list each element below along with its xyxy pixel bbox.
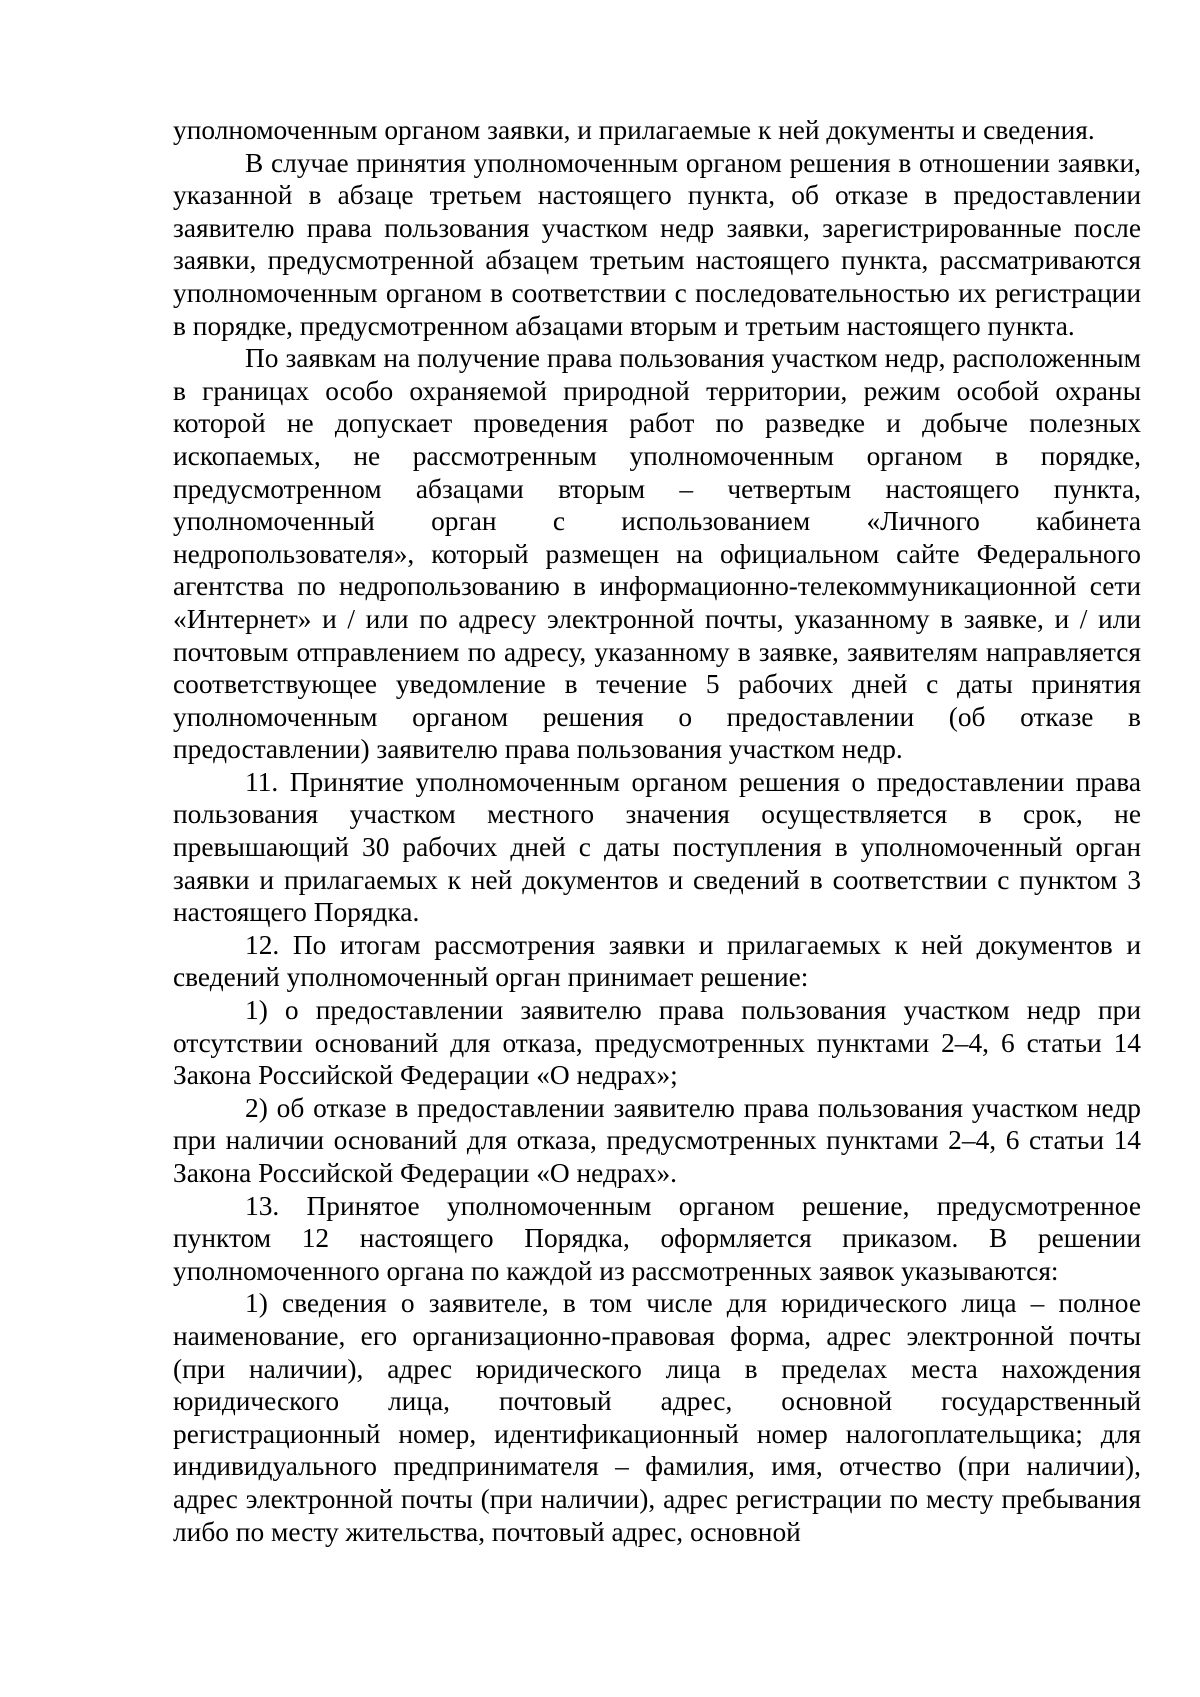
paragraph-continuation: уполномоченным органом заявки, и прилагаемые к ней документы и сведения. (173, 115, 1095, 145)
paragraph-protected-territory: По заявкам на получение права пользования участком недр, расположенным в границах особо охраняемой природной территории, режим особой охраны которой не допускает проведения работ по разведке и добыче полезных ископаемых, не рассмотренным уполномоченным органом в порядке, предусмотренном абзацами вторым – четвертым настоящего пункта, уполномоченный орган с использованием «Личного кабинета недропользователя», который размещен на официальном сайте Федерального агентства по недропользованию в информационно-телекоммуникационной сети «Интернет» и / или по адресу электронной почты, указанному в заявке, и / или почтовым отправлением по адресу, указанному в заявке, заявителям направляется соответствующее уведомление в течение 5 рабочих дней с даты принятия уполномоченным органом решения о предоставлении (об отказе в предоставлении) заявителю права пользования участком недр. (173, 343, 1141, 765)
document-body (173, 114, 1141, 1548)
paragraph-item-12-1: 1) о предоставлении заявителю права пользования участком недр при отсутствии оснований для отказа, предусмотренных пунктами 2–4, 6 статьи 14 Закона Российской Федерации «О недрах»; (173, 995, 1141, 1091)
paragraph-item-13: 13. Принятое уполномоченным органом решение, предусмотренное пунктом 12 настоящего Порядка, оформляется приказом. В решении уполномоченного органа по каждой из рассмотренных заявок указываются: (173, 1190, 1141, 1286)
paragraph-item-13-1: 1) сведения о заявителе, в том числе для юридического лица – полное наименование, его организационно-правовая форма, адрес электронной почты (при наличии), адрес юридического лица в пределах места нахождения юридического лица, почтовый адрес, основной государственный регистрационный номер, идентификационный номер налогоплательщика; для индивидуального предпринимателя – фамилия, имя, отчество (при наличии), адрес электронной почты (при наличии), адрес регистрации по месту пребывания либо по месту жительства, почтовый адрес, основной (173, 1288, 1141, 1547)
paragraph-item-12-2: 2) об отказе в предоставлении заявителю права пользования участком недр при наличии оснований для отказа, предусмотренных пунктами 2–4, 6 статьи 14 Закона Российской Федерации «О недрах». (173, 1092, 1141, 1188)
paragraph-refusal-case: В случае принятия уполномоченным органом решения в отношении заявки, указанной в абзаце третьем настоящего пункта, об отказе в предоставлении заявителю права пользования участком недр заявки, зарегистрированные после заявки, предусмотренной абзацем третьим настоящего пункта, рассматриваются уполномоченным органом в соответствии с последовательностью их регистрации в порядке, предусмотренном абзацами вторым и третьим настоящего пункта. (173, 147, 1141, 341)
paragraph-item-12: 12. По итогам рассмотрения заявки и прилагаемых к ней документов и сведений уполномоченный орган принимает решение: (173, 929, 1141, 993)
paragraph-item-11: 11. Принятие уполномоченным органом решения о предоставлении права пользования участком местного значения осуществляется в срок, не превышающий 30 рабочих дней с даты поступления в уполномоченный орган заявки и прилагаемых к ней документов и сведений в соответствии с пунктом 3 настоящего Порядка. (173, 766, 1141, 928)
